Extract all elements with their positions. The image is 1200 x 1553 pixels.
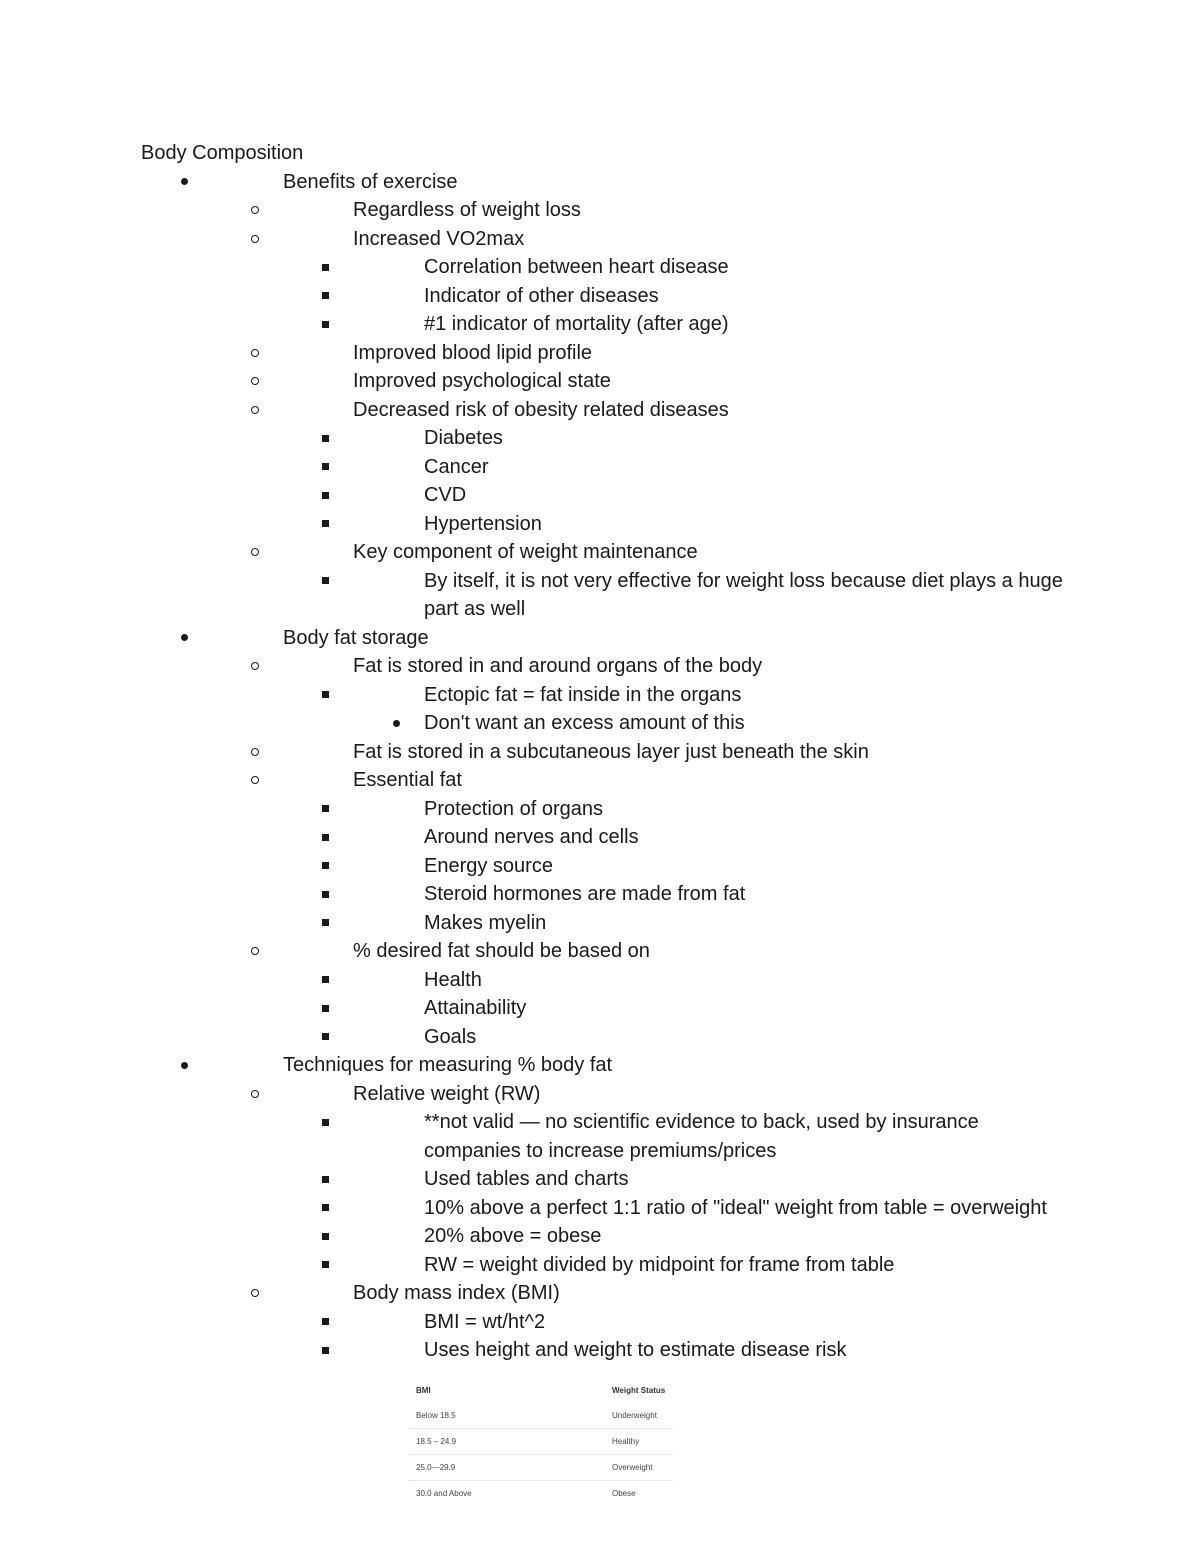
- outline-item-level-3: [141, 453, 1071, 482]
- outline-item-text: Steroid hormones are made from fat: [424, 883, 746, 905]
- weight-status-cell: Underweight: [612, 1411, 657, 1420]
- circle-bullet-icon: [248, 937, 262, 966]
- outline-item-text: Regardless of weight loss: [353, 199, 581, 221]
- outline-item-level-2: [141, 1279, 1071, 1308]
- outline-item-level-3: [141, 823, 1071, 852]
- outline-item-text: Attainability: [424, 997, 527, 1019]
- square-bullet-icon: [318, 453, 332, 482]
- outline-item-level-3: [141, 681, 1071, 710]
- disc-bullet-icon: [177, 168, 191, 197]
- disc-bullet-icon: [177, 624, 191, 653]
- square-bullet-icon: [318, 880, 332, 909]
- outline-item-text: BMI = wt/ht^2: [424, 1310, 546, 1333]
- outline-item-level-3: [141, 1194, 1071, 1223]
- bmi-header-cell: BMI: [416, 1386, 431, 1395]
- weight-status-cell: Healthy: [612, 1437, 640, 1446]
- outline-item-text: Around nerves and cells: [424, 826, 639, 848]
- square-bullet-icon: [318, 1165, 332, 1194]
- circle-bullet-icon: [248, 766, 262, 795]
- square-bullet-icon: [318, 1336, 332, 1365]
- bmi-range-cell: 18.5 – 24.9: [416, 1437, 457, 1446]
- outline-item-text: 10% above a perfect 1:1 ratio of "ideal" weight from table = overweight: [424, 1196, 1047, 1219]
- weight-status-header-cell: Weight Status: [612, 1386, 666, 1395]
- outline-item-level-3: [141, 1222, 1071, 1251]
- square-bullet-icon: [318, 510, 332, 539]
- outline-item-level-3: [141, 852, 1071, 881]
- outline-item-text: Indicator of other diseases: [424, 284, 659, 307]
- outline-item-text: % desired fat should be based on: [353, 940, 650, 962]
- outline-item-text: Energy source: [424, 854, 553, 877]
- outline-item-text: Used tables and charts: [424, 1168, 629, 1190]
- circle-bullet-icon: [248, 196, 262, 225]
- outline-item-text: Ectopic fat = fat inside in the organs: [424, 683, 742, 706]
- bmi-range-cell: Below 18.5: [416, 1411, 456, 1420]
- bmi-table-row: [409, 1403, 673, 1429]
- outline-item-text: Techniques for measuring % body fat: [283, 1054, 613, 1076]
- outline-item-text: Body fat storage: [283, 626, 429, 649]
- outline-item-text: Diabetes: [424, 427, 503, 449]
- outline-item-text: CVD: [424, 484, 467, 506]
- square-bullet-icon: [318, 282, 332, 311]
- square-bullet-icon: [318, 823, 332, 852]
- outline-item-text: Body mass index (BMI): [353, 1282, 560, 1304]
- outline-item-text: Hypertension: [424, 512, 542, 535]
- outline-item-text: Don't want an excess amount of this: [424, 712, 745, 734]
- square-bullet-icon: [318, 253, 332, 282]
- outline-item-text: Protection of organs: [424, 797, 603, 820]
- outline-item-level-3: [141, 282, 1071, 311]
- document-body: [141, 139, 1071, 1365]
- outline-item-text: 20% above = obese: [424, 1225, 602, 1247]
- bmi-table-row: [409, 1429, 673, 1455]
- square-bullet-icon: [318, 909, 332, 938]
- square-bullet-icon: [318, 1023, 332, 1052]
- outline-item-level-3: [141, 1165, 1071, 1194]
- square-bullet-icon: [318, 1251, 332, 1280]
- outline-item-level-3: [141, 795, 1071, 824]
- outline-item-text: Fat is stored in a subcutaneous layer just beneath the skin: [353, 740, 869, 763]
- outline-item-text: **not valid — no scientific evidence to back, used by insurance companies to increase premiums/prices: [424, 1111, 979, 1162]
- outline-list: [141, 168, 1071, 1365]
- disc-bullet-icon: [177, 1051, 191, 1080]
- square-bullet-icon: [318, 966, 332, 995]
- outline-item-text: Fat is stored in and around organs of the body: [353, 655, 763, 677]
- outline-item-text: Benefits of exercise: [283, 170, 458, 193]
- bmi-table: [409, 1378, 673, 1506]
- bmi-table-row: [409, 1481, 673, 1506]
- circle-bullet-icon: [248, 1279, 262, 1308]
- circle-bullet-icon: [248, 652, 262, 681]
- outline-item-text: Decreased risk of obesity related diseases: [353, 398, 729, 421]
- square-bullet-icon: [318, 310, 332, 339]
- circle-bullet-icon: [248, 1080, 262, 1109]
- outline-item-level-2: [141, 196, 1071, 225]
- outline-item-level-3: [141, 1336, 1071, 1365]
- outline-item-level-3: [141, 1251, 1071, 1280]
- circle-bullet-icon: [248, 225, 262, 254]
- outline-item-level-3: [141, 567, 1071, 624]
- square-bullet-icon: [318, 852, 332, 881]
- outline-item-level-1: [141, 168, 1071, 197]
- square-bullet-icon: [318, 1108, 332, 1137]
- square-bullet-icon: [318, 994, 332, 1023]
- outline-item-level-3: [141, 1108, 1071, 1165]
- outline-item-level-2: [141, 367, 1071, 396]
- outline-item-level-1: [141, 1051, 1071, 1080]
- outline-item-text: Cancer: [424, 455, 489, 478]
- outline-item-text: By itself, it is not very effective for weight loss because diet plays a huge part as well: [424, 569, 1063, 620]
- outline-item-level-3: [141, 880, 1071, 909]
- circle-bullet-icon: [248, 738, 262, 767]
- outline-item-text: Goals: [424, 1025, 477, 1048]
- square-bullet-icon: [318, 1222, 332, 1251]
- outline-item-level-4: [141, 709, 1071, 738]
- outline-item-level-2: [141, 1080, 1071, 1109]
- square-bullet-icon: [318, 424, 332, 453]
- outline-item-level-2: [141, 339, 1071, 368]
- document-title: Body Composition: [141, 142, 304, 164]
- circle-bullet-icon: [248, 396, 262, 425]
- square-bullet-icon: [318, 481, 332, 510]
- circle-bullet-icon: [248, 339, 262, 368]
- outline-item-level-2: [141, 225, 1071, 254]
- outline-item-text: Uses height and weight to estimate disease risk: [424, 1339, 847, 1361]
- outline-item-level-3: [141, 253, 1071, 282]
- outline-item-text: #1 indicator of mortality (after age): [424, 313, 729, 335]
- outline-item-level-3: [141, 1308, 1071, 1337]
- square-bullet-icon: [318, 681, 332, 710]
- outline-item-level-3: [141, 966, 1071, 995]
- circle-bullet-icon: [248, 538, 262, 567]
- outline-item-text: Increased VO2max: [353, 227, 525, 250]
- outline-item-level-3: [141, 310, 1071, 339]
- weight-status-cell: Obese: [612, 1489, 636, 1498]
- outline-item-text: Essential fat: [353, 769, 462, 791]
- outline-item-level-3: [141, 994, 1071, 1023]
- outline-item-text: Makes myelin: [424, 911, 547, 934]
- bmi-table-row: [409, 1455, 673, 1481]
- outline-item-level-2: [141, 652, 1071, 681]
- bmi-range-cell: 30.0 and Above: [416, 1489, 472, 1498]
- outline-item-text: Health: [424, 968, 482, 991]
- outline-item-level-2: [141, 738, 1071, 767]
- square-bullet-icon: [318, 795, 332, 824]
- outline-item-level-2: [141, 538, 1071, 567]
- outline-item-text: Key component of weight maintenance: [353, 541, 698, 563]
- bmi-range-cell: 25.0—29.9: [416, 1463, 456, 1472]
- outline-item-level-2: [141, 766, 1071, 795]
- outline-item-level-3: [141, 909, 1071, 938]
- outline-item-level-1: [141, 624, 1071, 653]
- outline-item-text: Relative weight (RW): [353, 1082, 541, 1105]
- outline-item-level-2: [141, 937, 1071, 966]
- weight-status-cell: Overweight: [612, 1463, 653, 1472]
- outline-item-text: Improved blood lipid profile: [353, 341, 593, 364]
- disc-bullet-icon: [389, 709, 403, 738]
- bmi-table-header: [409, 1378, 673, 1403]
- outline-item-level-3: [141, 481, 1071, 510]
- outline-item-text: RW = weight divided by midpoint for frame from table: [424, 1253, 895, 1276]
- outline-item-text: Improved psychological state: [353, 370, 611, 392]
- outline-item-level-2: [141, 396, 1071, 425]
- outline-item-level-3: [141, 424, 1071, 453]
- square-bullet-icon: [318, 1308, 332, 1337]
- square-bullet-icon: [318, 1194, 332, 1223]
- outline-item-text: Correlation between heart disease: [424, 256, 729, 278]
- outline-item-level-3: [141, 510, 1071, 539]
- square-bullet-icon: [318, 567, 332, 596]
- outline-item-level-3: [141, 1023, 1071, 1052]
- circle-bullet-icon: [248, 367, 262, 396]
